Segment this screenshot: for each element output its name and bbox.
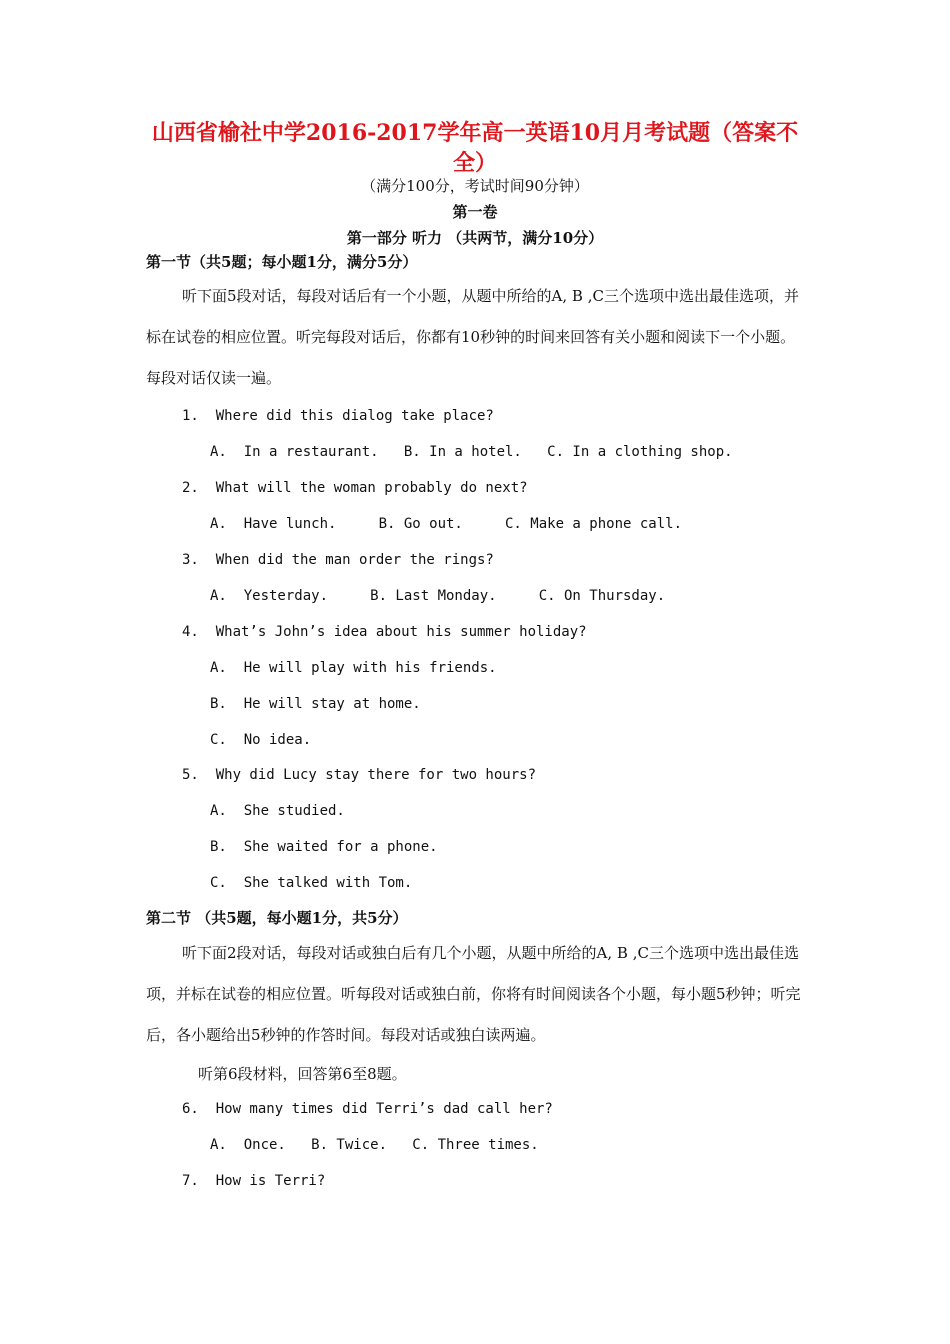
question-stem: 5. Why did Lucy stay there for two hours? [182,767,537,783]
question-stem: 1. Where did this dialog take place? [182,408,494,424]
question-stem: 6. How many times did Terri’s dad call her? [182,1101,553,1117]
question-option: B. He will stay at home. [210,696,421,712]
section1-heading: 第一节（共5题；每小题1分，满分5分） [146,253,418,271]
question-option: C. No idea. [210,732,312,748]
section2-heading: 第二节 （共5题，每小题1分，共5分） [146,909,408,927]
volume-heading: 第一卷 [452,203,498,221]
question-stem: 7. How is Terri? [182,1173,326,1189]
question-option: B. She waited for a phone. [210,839,438,855]
question-option: C. She talked with Tom. [210,875,413,891]
exam-subtitle: （满分100分，考试时间90分钟） [361,177,589,195]
part-heading: 第一部分 听力 （共两节，满分10分） [346,229,604,247]
section2-instructions: 听下面2段对话，每段对话或独白后有几个小题，从题中所给的A, B ,C三个选项中选出最佳选项，并标在试卷的相应位置。听每段对话或独白前，你将有时间阅读各个小题，每小题5秒钟；听完后，各小题给出5秒钟的作答时间。每段对话或独白读两遍。 [146,944,801,1044]
question-option: A. Have lunch. B. Go out. C. Make a phone call. [210,516,683,532]
material-note: 听第6段材料，回答第6至8题。 [198,1065,407,1083]
question-option: A. Once. B. Twice. C. Three times. [210,1137,539,1153]
question-option: A. He will play with his friends. [210,660,497,676]
document-title [140,118,810,178]
title-line-1: 山西省榆社中学2016-2017学年高一英语10月月考试题（答案不 [151,120,799,146]
section1-instructions: 听下面5段对话，每段对话后有一个小题，从题中所给的A, B ,C三个选项中选出最佳选项，并标在试卷的相应位置。听完每段对话后，你都有10秒钟的时间来回答有关小题和阅读下一个小题。每段对话仅读一遍。 [146,287,799,387]
question-option: A. In a restaurant. B. In a hotel. C. In a clothing shop. [210,444,733,460]
question-option: A. She studied. [210,803,345,819]
title-line-2: 全） [452,150,497,176]
question-stem: 3. When did the man order the rings? [182,552,494,568]
question-stem: 2. What will the woman probably do next? [182,480,528,496]
question-option: A. Yesterday. B. Last Monday. C. On Thursday. [210,588,666,604]
question-stem: 4. What’s John’s idea about his summer holiday? [182,624,587,640]
